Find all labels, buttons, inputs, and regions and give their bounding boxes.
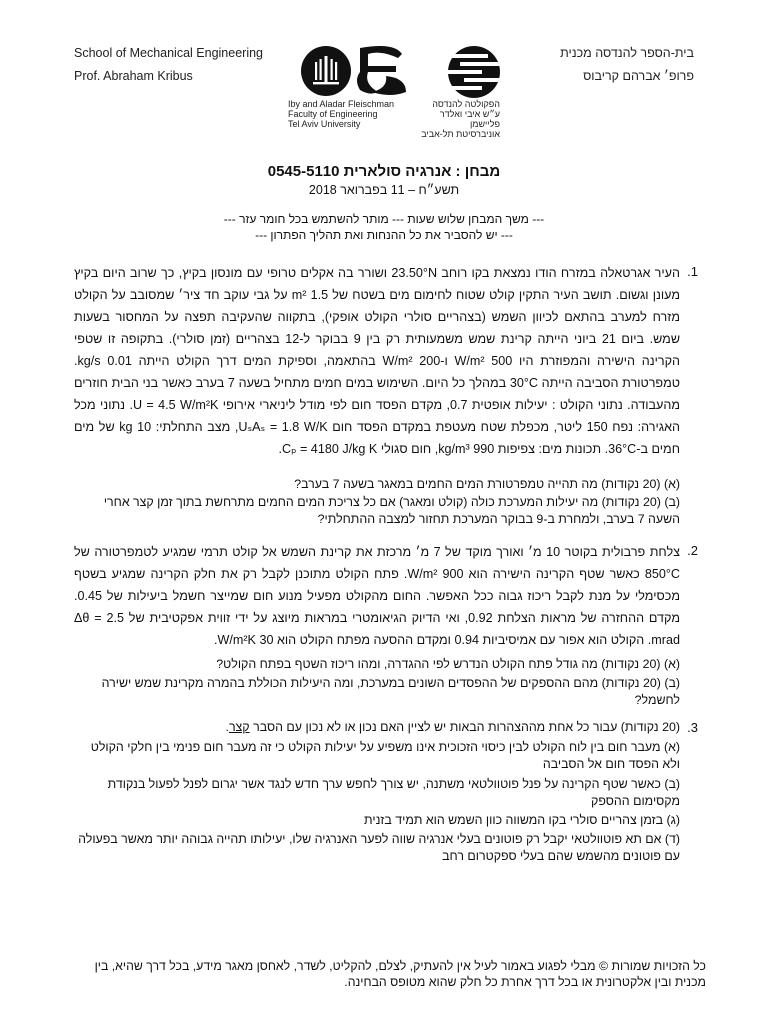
question-2-text: צלחת פרבולית בקוטר 10 מ׳ ואורך מוקד של 7 מ׳ מרכזת את קרינת השמש אל קולט תרמי שמגיע לטמפרטורה של 850°C כאשר שטף הקרינה הישירה הוא 900 W/m². פתח הקולט מתוכנן לקבל רק את חלק הקרינה שמגיע בשטף מכסימלי על מנת לקבל ריכוז גבוה ככל האפשר. החום מהקולט מפעיל מנוע חום שמייצר חשמל ביעילות של 0.45. מקדם ההחזרה של מראות הצלחת 0.92, ואי הדיוק הגיאומטרי במראות מיוצג על ידי זווית אפקטיבית של Δθ = 2.5 mrad. הקולט הוא אפור עם אמיסיביות 0.94 ומקדם ההסעה מפתח הקולט הוא 30 W/m²K. <box>74 545 680 647</box>
question-2b <box>74 675 680 708</box>
school-name-he: בית-הספר להנדסה מכנית <box>560 46 694 60</box>
exam-title: מבחן : אנרגיה סולארית 0545-5110 <box>267 163 501 180</box>
question-2a-text: (20 נקודות) מה גודל פתח הקולט הנדרש לפי ההגדרה, ומהו ריכוז השטף בפתח הקולט? <box>216 657 661 671</box>
exam-date: תשע״ח – 11 בפברואר 2018 <box>308 183 460 197</box>
question-3-number: .3 <box>687 720 698 735</box>
question-2-body <box>74 541 680 651</box>
question-1-text: העיר אגרטאלה במזרח הודו נמצאת בקו רוחב 23.50°N ושורר בה אקלים טרופי עם מונסון בקיץ, כך שרוב היום בקיץ מעונן וגשום. תושב העיר התקין קולט שטוח לחימום מים בשטח של 1.5 m² על גבי עוקב חד ציר׳ שמסובב על הקולט מזרח למערב בהתאם לכיוון השמש (בצהריים סולרי הקולט אופקי), בתקווה שהעקיבה תפצה על המחסור בשעות שמש. ביום 21 ביוני הייתה קרינת שמש משמעותית רק בין 9 בבוקר ל-12 בצהריים (זמן סולרי). בתקופה זו שטפי הקרינה הישירה והמפוזרת היו 500 W/m² ו-200 W/m² בהתאמה, וספיקת המים דרך הקולט הייתה 0.01 kg/s. טמפרטורת הסביבה הייתה 30°C במהלך כל היום. השימוש במים חמים מתחיל בשעה 7 בערב כאשר בני הבית חוזרים מהעבודה. נתוני הקולט : יעילות אופטית 0.7, מקדם הפסד חום לפי מודל ליניארי אירופי U = 4.5 W/m²K. נתוני מכל האגירה: נפח 150 ליטר, מכפלת שטח מעטפת במקדם הפסד חום UₛAₛ = 1.8 W/K, מצב התחלתי: 10 kg של מים חמים ב-36°C. תכונות מים: צפיפות 990 kg/m³, חום סגולי Cₚ = 4180 J/kg K. <box>74 266 681 456</box>
question-3-intro-text: (20 נקודות) עבור כל אחת מההצהרות הבאות יש לציין האם נכון או לא נכון עם הסבר <box>253 720 680 734</box>
exam-instructions-2: --- יש להסביר את כל ההנחות ואת תהליך הפתרון --- <box>255 228 513 242</box>
question-1a <box>74 476 680 493</box>
question-2b-label: (ב) <box>664 676 680 690</box>
header-right <box>560 42 694 88</box>
question-3c <box>74 812 680 829</box>
question-1a-label: (א) <box>663 477 680 491</box>
question-3c-text: בזמן צהריים סולרי בקו המשווה כוון השמש הוא תמיד בזנית <box>364 813 664 827</box>
header-left <box>74 42 263 88</box>
question-3-intro-emphasis: קצר <box>228 720 250 734</box>
question-3b-text: כאשר שטף הקרינה על פנל פוטוולטאי משתנה, יש צורך לחפש ערך חדש לנגד אשר יגרום לפנל לפעול בנקודת מקסימום ההספק <box>107 777 680 808</box>
question-3a-text: מעבר חום בין לוח הקולט לבין כיסוי הזכוכית אינו משפיע על יעילות הקולט כי זה מעבר חום פנימי בין חלקי הקולט ולא הפסד חום אל הסביבה <box>90 740 680 771</box>
logo-caption-he: הפקולטה להנדסה ע״ש איבי ואלדר פליישמן אוניברסיטת תל-אביב <box>421 99 500 139</box>
question-3b <box>74 776 680 809</box>
question-3-intro: (20 נקודות) עבור כל אחת מההצהרות הבאות יש לציין האם נכון או לא נכון עם הסבר קצר. <box>225 720 680 734</box>
copyright-footer: כל הזכויות שמורות © מבלי לפגוע באמור לעיל אין להעתיק, לצלם, להקליט, לשדר, לאחסן מאגר מידע, בכל דרך שהיא, בין מכנית ובין אלקטרונית או בכל דרך אחרת כל חלק שהוא מטופס הבחינה. <box>94 959 706 989</box>
engineering-mark-icon <box>444 46 502 98</box>
question-1-body <box>74 262 680 460</box>
logo-caption-en: Iby and Aladar Fleischman Faculty of Engineering Tel Aviv University <box>288 99 395 129</box>
exam-instructions-1: --- משך המבחן שלוש שעות --- מותר להשתמש בכל חומר עזר --- <box>223 212 545 226</box>
question-1b-text: (20 נקודות) מה יעילות המערכת כולה (קולט ומאגר) אם כל צריכת המים החמים מתרחשת בתוך זמן קצר אחרי השעה 7 בערב, ולמחרת ב-9 בבוקר המערכת תחזור למצבה ההתחלתי? <box>103 495 680 526</box>
professor-name-he: פרופ׳ אברהם קריבוס <box>583 69 694 83</box>
question-3a <box>74 739 680 772</box>
question-2a-label: (א) <box>663 657 680 671</box>
question-1b <box>74 494 680 527</box>
tau-emblem-icon <box>301 46 351 96</box>
question-3b-label: (ב) <box>664 777 680 791</box>
question-3a-label: (א) <box>663 740 680 754</box>
question-2a <box>74 656 680 673</box>
question-1b-label: (ב) <box>664 495 680 509</box>
question-2b-text: (20 נקודות) מהם ההספקים של ההפסדים השונים במערכת, ומה היעילות הכוללת בהמרה מקרינת שמש ישירה לחשמל? <box>101 676 680 707</box>
question-2-number: .2 <box>687 543 698 558</box>
professor-name-en: Prof. Abraham Kribus <box>74 69 193 83</box>
question-3d <box>74 831 680 864</box>
question-3c-label: (ג) <box>666 813 680 827</box>
fleischman-mark-icon <box>357 46 406 95</box>
question-1a-text: (20 נקודות) מה תהייה טמפרטורת המים החמים במאגר בשעה 7 בערב? <box>294 477 661 491</box>
school-name-en: School of Mechanical Engineering <box>74 46 264 60</box>
question-1-number: .1 <box>687 264 698 279</box>
question-3d-text: אם תא פוטוולטאי יקבל רק פוטונים בעלי אנרגיה שווה לפער האנרגיה שלו, יעילותו תהייה גבוהה יותר מאשר בפעולה עם פוטונים מהשמש שהם בעלי ספקטרום רחב <box>78 832 680 863</box>
question-3d-label: (ד) <box>664 832 680 846</box>
